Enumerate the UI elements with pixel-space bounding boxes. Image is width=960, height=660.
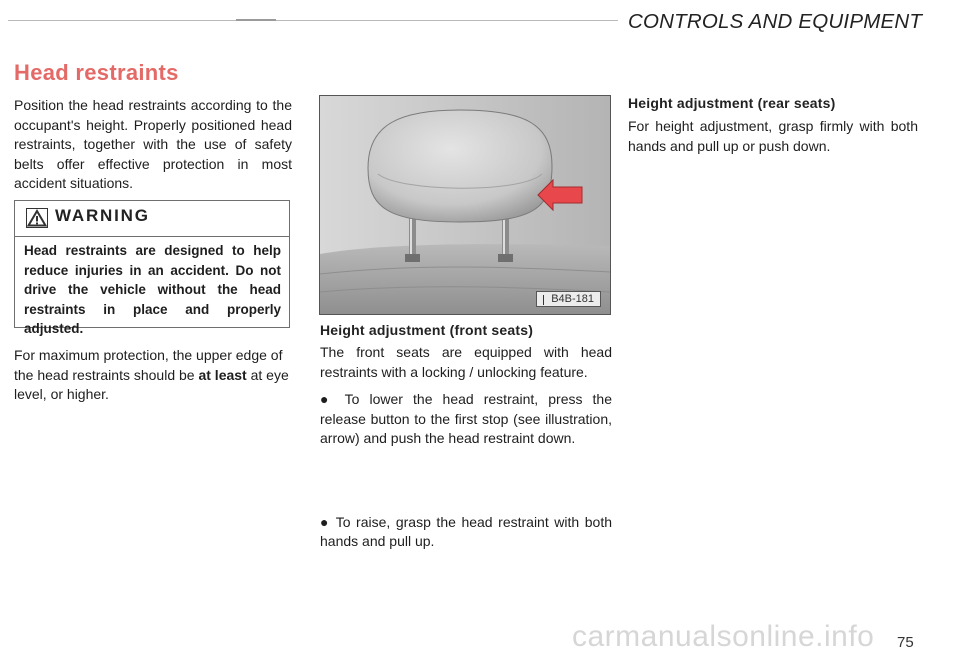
protection-paragraph (14, 346, 292, 405)
page-number: 75 (897, 634, 914, 651)
bullet-icon: ● (320, 391, 345, 407)
intro-paragraph: Position the head restraints according to the occupant's height. Properly positioned head restraints, together with the use of safety belts offer effective protection in most accident situations. (14, 97, 292, 191)
head-restraint-drawing (320, 96, 610, 314)
warning-box (14, 200, 290, 336)
list-item (320, 390, 612, 449)
header-rule (8, 20, 618, 21)
front-seats-heading: Height adjustment (front seats) (320, 322, 534, 338)
rear-seats-heading: Height adjustment (rear seats) (628, 95, 836, 111)
bullet-icon: ● (320, 513, 336, 530)
front-seats-bullet-2: To raise, grasp the head restraint with both hands and pull up. (320, 513, 612, 549)
protection-emphasis: at least (198, 366, 247, 383)
protection-text-after: at eye level, or higher. (14, 366, 289, 402)
figure-code: B4B-181 (536, 291, 601, 307)
watermark: carmanualsonline.info (572, 620, 875, 653)
head-restraint-illustration (319, 95, 611, 315)
front-seats-intro: The front seats are equipped with head restraints with a locking / unlocking feature. (320, 344, 612, 380)
list-item (320, 513, 612, 552)
protection-text-before: For maximum protection, the upper edge of the head restraints should be (14, 347, 283, 383)
warning-triangle-icon (26, 208, 48, 228)
warning-title: WARNING (55, 206, 150, 225)
header-rule-accent (236, 19, 276, 21)
page-title: Head restraints (14, 60, 179, 85)
front-seats-bullet-1: To lower the head restraint, press the release button to the first stop (see illustration, arrow) and push the head restraint down. (320, 391, 612, 446)
warning-header (15, 201, 289, 237)
warning-text: Head restraints are designed to help reduce injuries in an accident. Do not drive the vehicle without the head restraints in place and properly adjusted. (24, 243, 281, 336)
section-label: CONTROLS AND EQUIPMENT (628, 10, 923, 33)
rear-seats-text: For height adjustment, grasp firmly with both hands and pull up or push down. (628, 118, 918, 154)
